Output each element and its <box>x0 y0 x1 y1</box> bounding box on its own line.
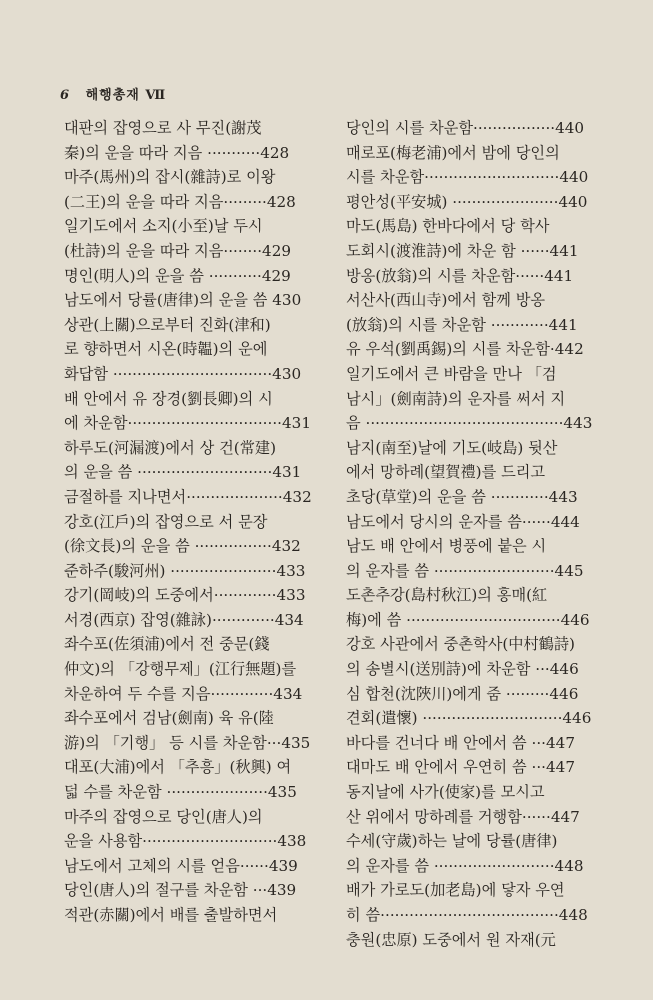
toc-line: 仲文)의 「강행무제」(江行無題)를 <box>64 660 297 679</box>
toc-line: 游)의 「기행」 등 시를 차운함···435 <box>64 733 311 752</box>
toc-line: 화답함 ·································430 <box>64 364 302 383</box>
toc-line: 일기도에서 큰 바람을 만나 「검 <box>346 364 557 383</box>
toc-line: 평안성(平安城) ······················440 <box>346 192 588 211</box>
toc-line: 남지(南至)날에 기도(岐島) 뒷산 <box>346 438 558 457</box>
toc-line: 의 송별시(送別詩)에 차운함 ···446 <box>346 660 579 679</box>
toc-line: 견회(遣懷) ·····························446 <box>346 709 592 728</box>
toc-line: 강호 사관에서 중촌학사(中村鶴詩) <box>346 635 575 654</box>
toc-line: (杜詩)의 운을 따라 지음········429 <box>64 241 292 260</box>
toc-line: (徐文長)의 운을 씀 ················432 <box>64 537 301 556</box>
toc-line: 일기도에서 소지(小至)날 두시 <box>64 217 263 236</box>
toc-line: 마주(馬州)의 잡시(雜詩)로 이왕 <box>64 168 276 187</box>
toc-line: (放翁)의 시를 차운함 ············441 <box>346 315 578 334</box>
toc-line: 좌수포에서 검남(劍南) 육 유(陸 <box>64 709 274 728</box>
toc-line: 음 ·········································443 <box>346 414 593 433</box>
toc-line: 도촌추강(島村秋江)의 홍매(紅 <box>346 586 548 605</box>
toc-line: 마도(馬島) 한바다에서 당 학사 <box>346 217 550 236</box>
toc-line: 차운하여 두 수를 지음·············434 <box>64 684 303 703</box>
toc-line: 산 위에서 망하례를 거행함······447 <box>346 807 580 826</box>
toc-line: 동지날에 사가(使家)를 모시고 <box>346 783 545 802</box>
toc-line: 당인(唐人)의 절구를 차운함 ···439 <box>64 881 297 900</box>
toc-line: 시를 차운함····························440 <box>346 168 589 187</box>
toc-line: 상관(上關)으로부터 진화(津和) <box>64 315 271 334</box>
toc-line: 서경(西京) 잡영(雜詠)·············434 <box>64 610 304 629</box>
toc-line: 하루도(河漏渡)에서 상 건(常建) <box>64 438 276 457</box>
toc-line: 심 합천(沈陜川)에게 줌 ·········446 <box>346 684 579 703</box>
toc-line: 의 운자를 씀 ·························445 <box>346 561 584 580</box>
toc-line: 금절하를 지나면서····················432 <box>64 487 312 506</box>
toc-line: 에 차운함································431 <box>64 414 311 433</box>
toc-line: 방옹(放翁)의 시를 차운함······441 <box>346 266 574 285</box>
toc-line: 충원(忠原) 도중에서 원 자재(元 <box>346 930 556 949</box>
toc-line: 배 안에서 유 장경(劉長卿)의 시 <box>64 389 273 408</box>
toc-line: 도회시(渡淮詩)에 차운 함 ······441 <box>346 241 579 260</box>
toc-line: 秦)의 운을 따라 지음 ···········428 <box>64 143 290 162</box>
toc-line: 바다를 건너다 배 안에서 씀 ···447 <box>346 733 575 752</box>
toc-line: 수세(守歲)하는 날에 당률(唐律) <box>346 832 558 851</box>
toc-line: 초당(草堂)의 운을 씀 ············443 <box>346 487 578 506</box>
toc-line: 대포(大浦)에서 「추흥」(秋興) 여 <box>64 758 292 777</box>
toc-line: 남도 배 안에서 병풍에 붙은 시 <box>346 537 547 556</box>
toc-line: 남도에서 당시의 운자를 씀······444 <box>346 512 580 531</box>
page-number: 6 <box>60 88 71 103</box>
toc-line: 당인의 시를 차운함·················440 <box>346 119 585 137</box>
toc-line: 서산사(西山寺)에서 함께 방옹 <box>346 291 546 310</box>
toc-line: 매로포(梅老浦)에서 밤에 당인의 <box>346 143 560 162</box>
toc-line: 로 향하면서 시온(時韞)의 운에 <box>64 340 268 359</box>
toc-line: 명인(明人)의 운을 씀 ···········429 <box>64 266 291 285</box>
toc-line: 히 씀·····································448 <box>346 906 588 924</box>
toc-line: 마주의 잡영으로 당인(唐人)의 <box>64 807 263 826</box>
book-title: 해행총재 Ⅶ <box>85 88 167 103</box>
toc-line: 적관(赤關)에서 배를 출발하면서 <box>64 906 278 924</box>
toc-line: 대판의 잡영으로 사 무진(謝茂 <box>64 119 262 137</box>
toc-left-column <box>64 116 326 928</box>
toc-line: 의 운을 씀 ····························431 <box>64 463 302 482</box>
toc-line: 남도에서 당률(唐律)의 운을 씀 430 <box>64 291 302 310</box>
toc-line: 남시」(劍南詩)의 운자를 써서 지 <box>346 389 566 408</box>
toc-line: (二王)의 운을 따라 지음·········428 <box>64 192 296 211</box>
toc-line: 준하주(駿河州) ······················433 <box>64 561 306 580</box>
toc-line: 에서 망하례(望賀禮)를 드리고 <box>346 463 546 482</box>
toc-line: 대마도 배 안에서 우연히 씀 ···447 <box>346 758 575 777</box>
toc-line: 강호(江戶)의 잡영으로 서 문장 <box>64 512 268 531</box>
toc-right-column <box>346 116 608 952</box>
toc-line: 梅)에 씀 ································446 <box>346 610 590 629</box>
toc-line: 유 우석(劉禹錫)의 시를 차운함·442 <box>346 340 584 359</box>
toc-line: 의 운자를 씀 ·························448 <box>346 856 584 875</box>
toc-line: 운을 사용함····························438 <box>64 832 307 851</box>
toc-line: 남도에서 고체의 시를 얻음······439 <box>64 856 298 875</box>
running-header <box>60 84 166 103</box>
toc-line: 강기(岡岐)의 도중에서·············433 <box>64 586 306 605</box>
toc-line: 배가 가로도(加老島)에 닿자 우연 <box>346 881 565 900</box>
toc-line: 덟 수를 차운함 ·····················435 <box>64 783 297 802</box>
toc-line: 좌수포(佐須浦)에서 전 중문(錢 <box>64 635 270 654</box>
